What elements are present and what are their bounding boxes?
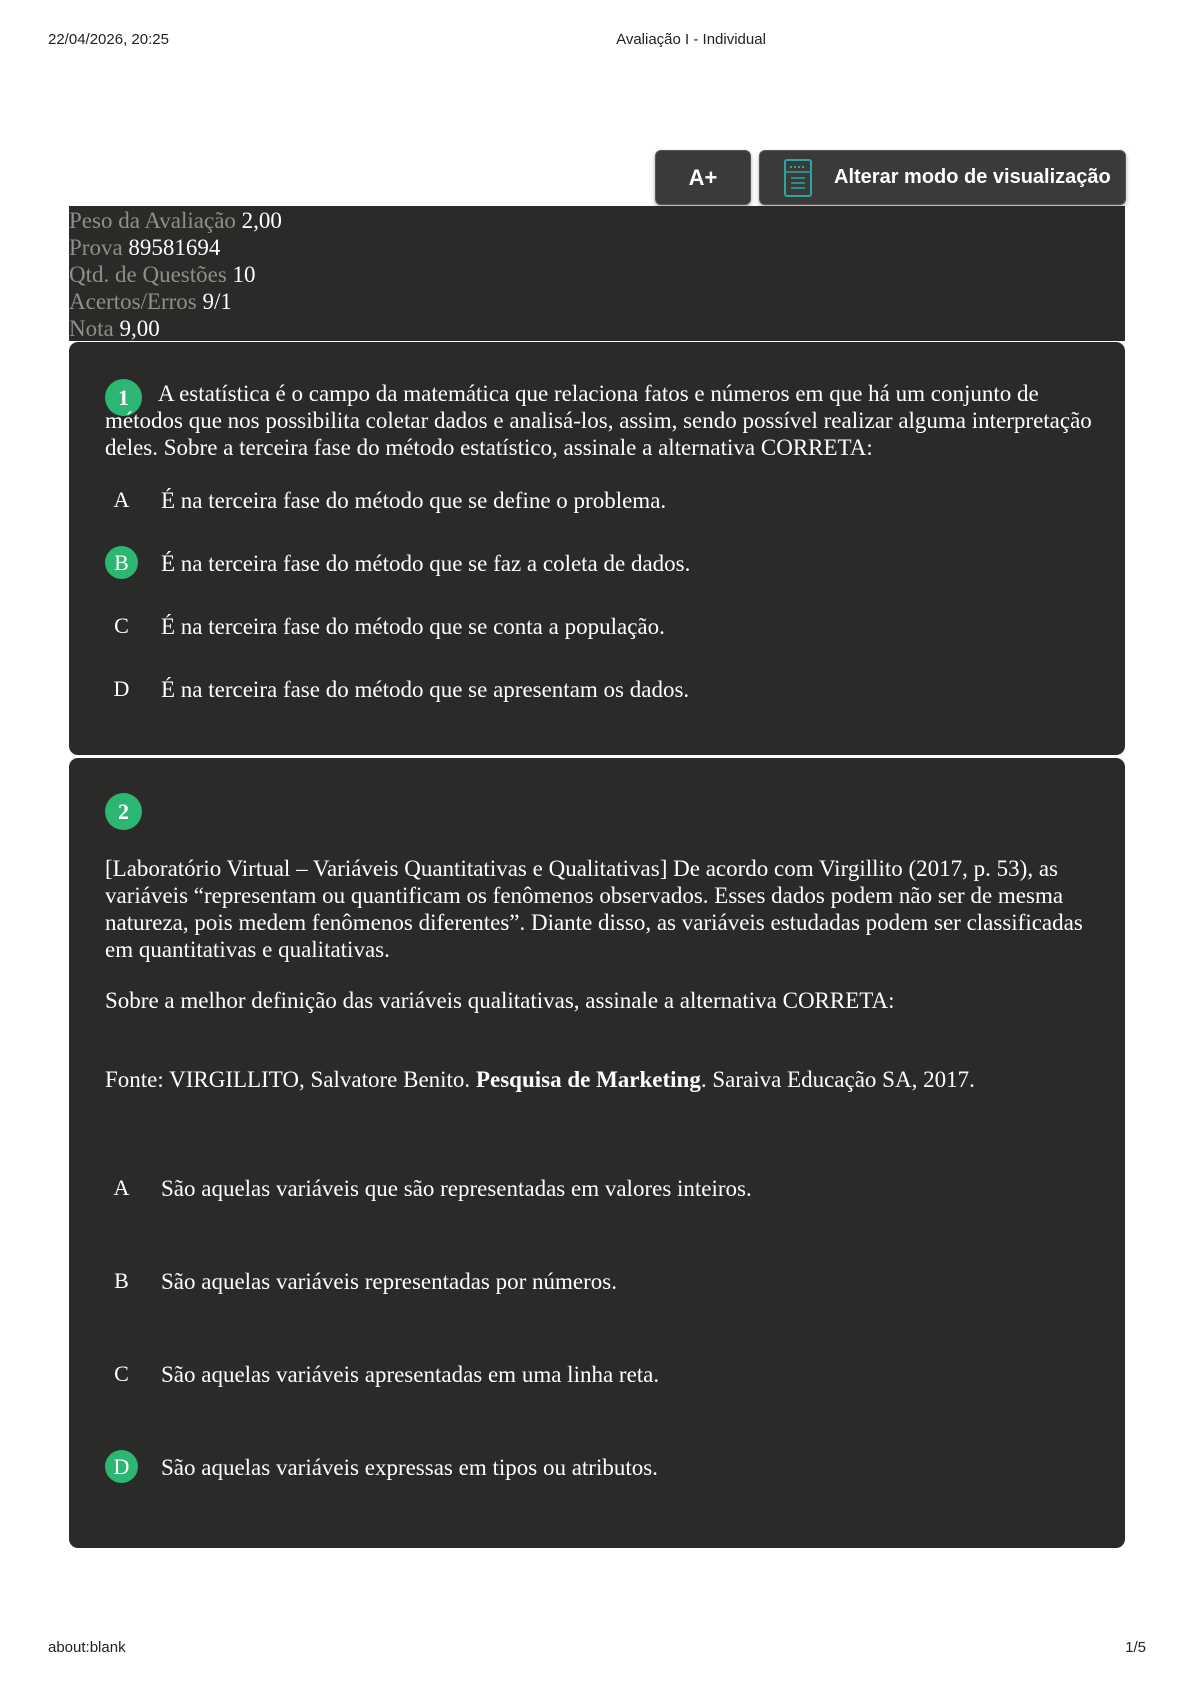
option-c[interactable]: C É na terceira fase do método que se conta a população. <box>114 613 665 639</box>
font-size-label: A+ <box>688 164 718 190</box>
question-text <box>105 855 1105 1117</box>
print-title: Avaliação I - Individual <box>616 31 766 48</box>
summary-acertos: Acertos/Erros 9/1 <box>69 289 232 314</box>
view-mode-button[interactable] <box>759 150 1126 205</box>
print-url: about:blank <box>48 1639 126 1656</box>
question-number-badge: 2 <box>105 793 142 830</box>
summary-nota: Nota 9,00 <box>69 316 160 341</box>
question-card-1 <box>69 342 1125 755</box>
question-number-badge: 1 <box>105 379 142 416</box>
question-prompt: Sobre a melhor definição das variáveis qualitativas, assinale a alternativa CORRETA: <box>105 988 895 1013</box>
correct-answer-badge: B <box>105 546 138 579</box>
view-mode-label: Alterar modo de visualização <box>834 166 1111 188</box>
correct-answer-badge: D <box>105 1450 138 1483</box>
print-page-number: 1/5 <box>1125 1639 1146 1656</box>
evaluation-summary <box>69 206 1125 341</box>
font-size-button[interactable] <box>655 150 751 205</box>
question-source: Fonte: VIRGILLITO, Salvatore Benito. Pesquisa de Marketing. Saraiva Educação SA, 2017. <box>105 1067 975 1092</box>
print-datetime: 22/04/2026, 20:25 <box>48 31 169 48</box>
question-card-2 <box>69 758 1125 1548</box>
option-b-correct[interactable]: B É na terceira fase do método que se faz a coleta de dados. <box>105 546 1105 580</box>
option-a[interactable]: A É na terceira fase do método que se define o problema. <box>113 487 667 513</box>
option-d[interactable]: D É na terceira fase do método que se apresentam os dados. <box>113 676 690 702</box>
option-d-correct[interactable]: D São aquelas variáveis expressas em tipos ou atributos. <box>105 1450 1105 1484</box>
summary-peso: Peso da Avaliação 2,00 <box>69 208 282 233</box>
summary-qtd: Qtd. de Questões 10 <box>69 262 256 287</box>
option-a[interactable]: A São aquelas variáveis que são representadas em valores inteiros. <box>113 1175 752 1201</box>
option-b[interactable]: B São aquelas variáveis representadas por números. <box>114 1268 618 1294</box>
question-text: A estatística é o campo da matemática que relaciona fatos e números em que há um conjunto de métodos que nos possibilita coletar dados e analisá-los, assim, sendo possível realizar alguma interpretação deles. Sobre a terceira fase do método estatístico, assinale a alternativa CORRETA: <box>105 381 1092 460</box>
option-c[interactable]: C São aquelas variáveis apresentadas em uma linha reta. <box>114 1361 660 1387</box>
question-paragraph: [Laboratório Virtual – Variáveis Quantitativas e Qualitativas] De acordo com Virgillito (2017, p. 53), as variáveis “representam ou quantificam os fenômenos observados. Esses dados podem não ser de mesma natureza, pois medem fenômenos diferentes”. Diante disso, as variáveis estudadas podem ser classificadas em quantitativas e qualitativas. <box>105 856 1083 962</box>
document-icon <box>784 159 812 197</box>
summary-prova: Prova 89581694 <box>69 235 221 260</box>
